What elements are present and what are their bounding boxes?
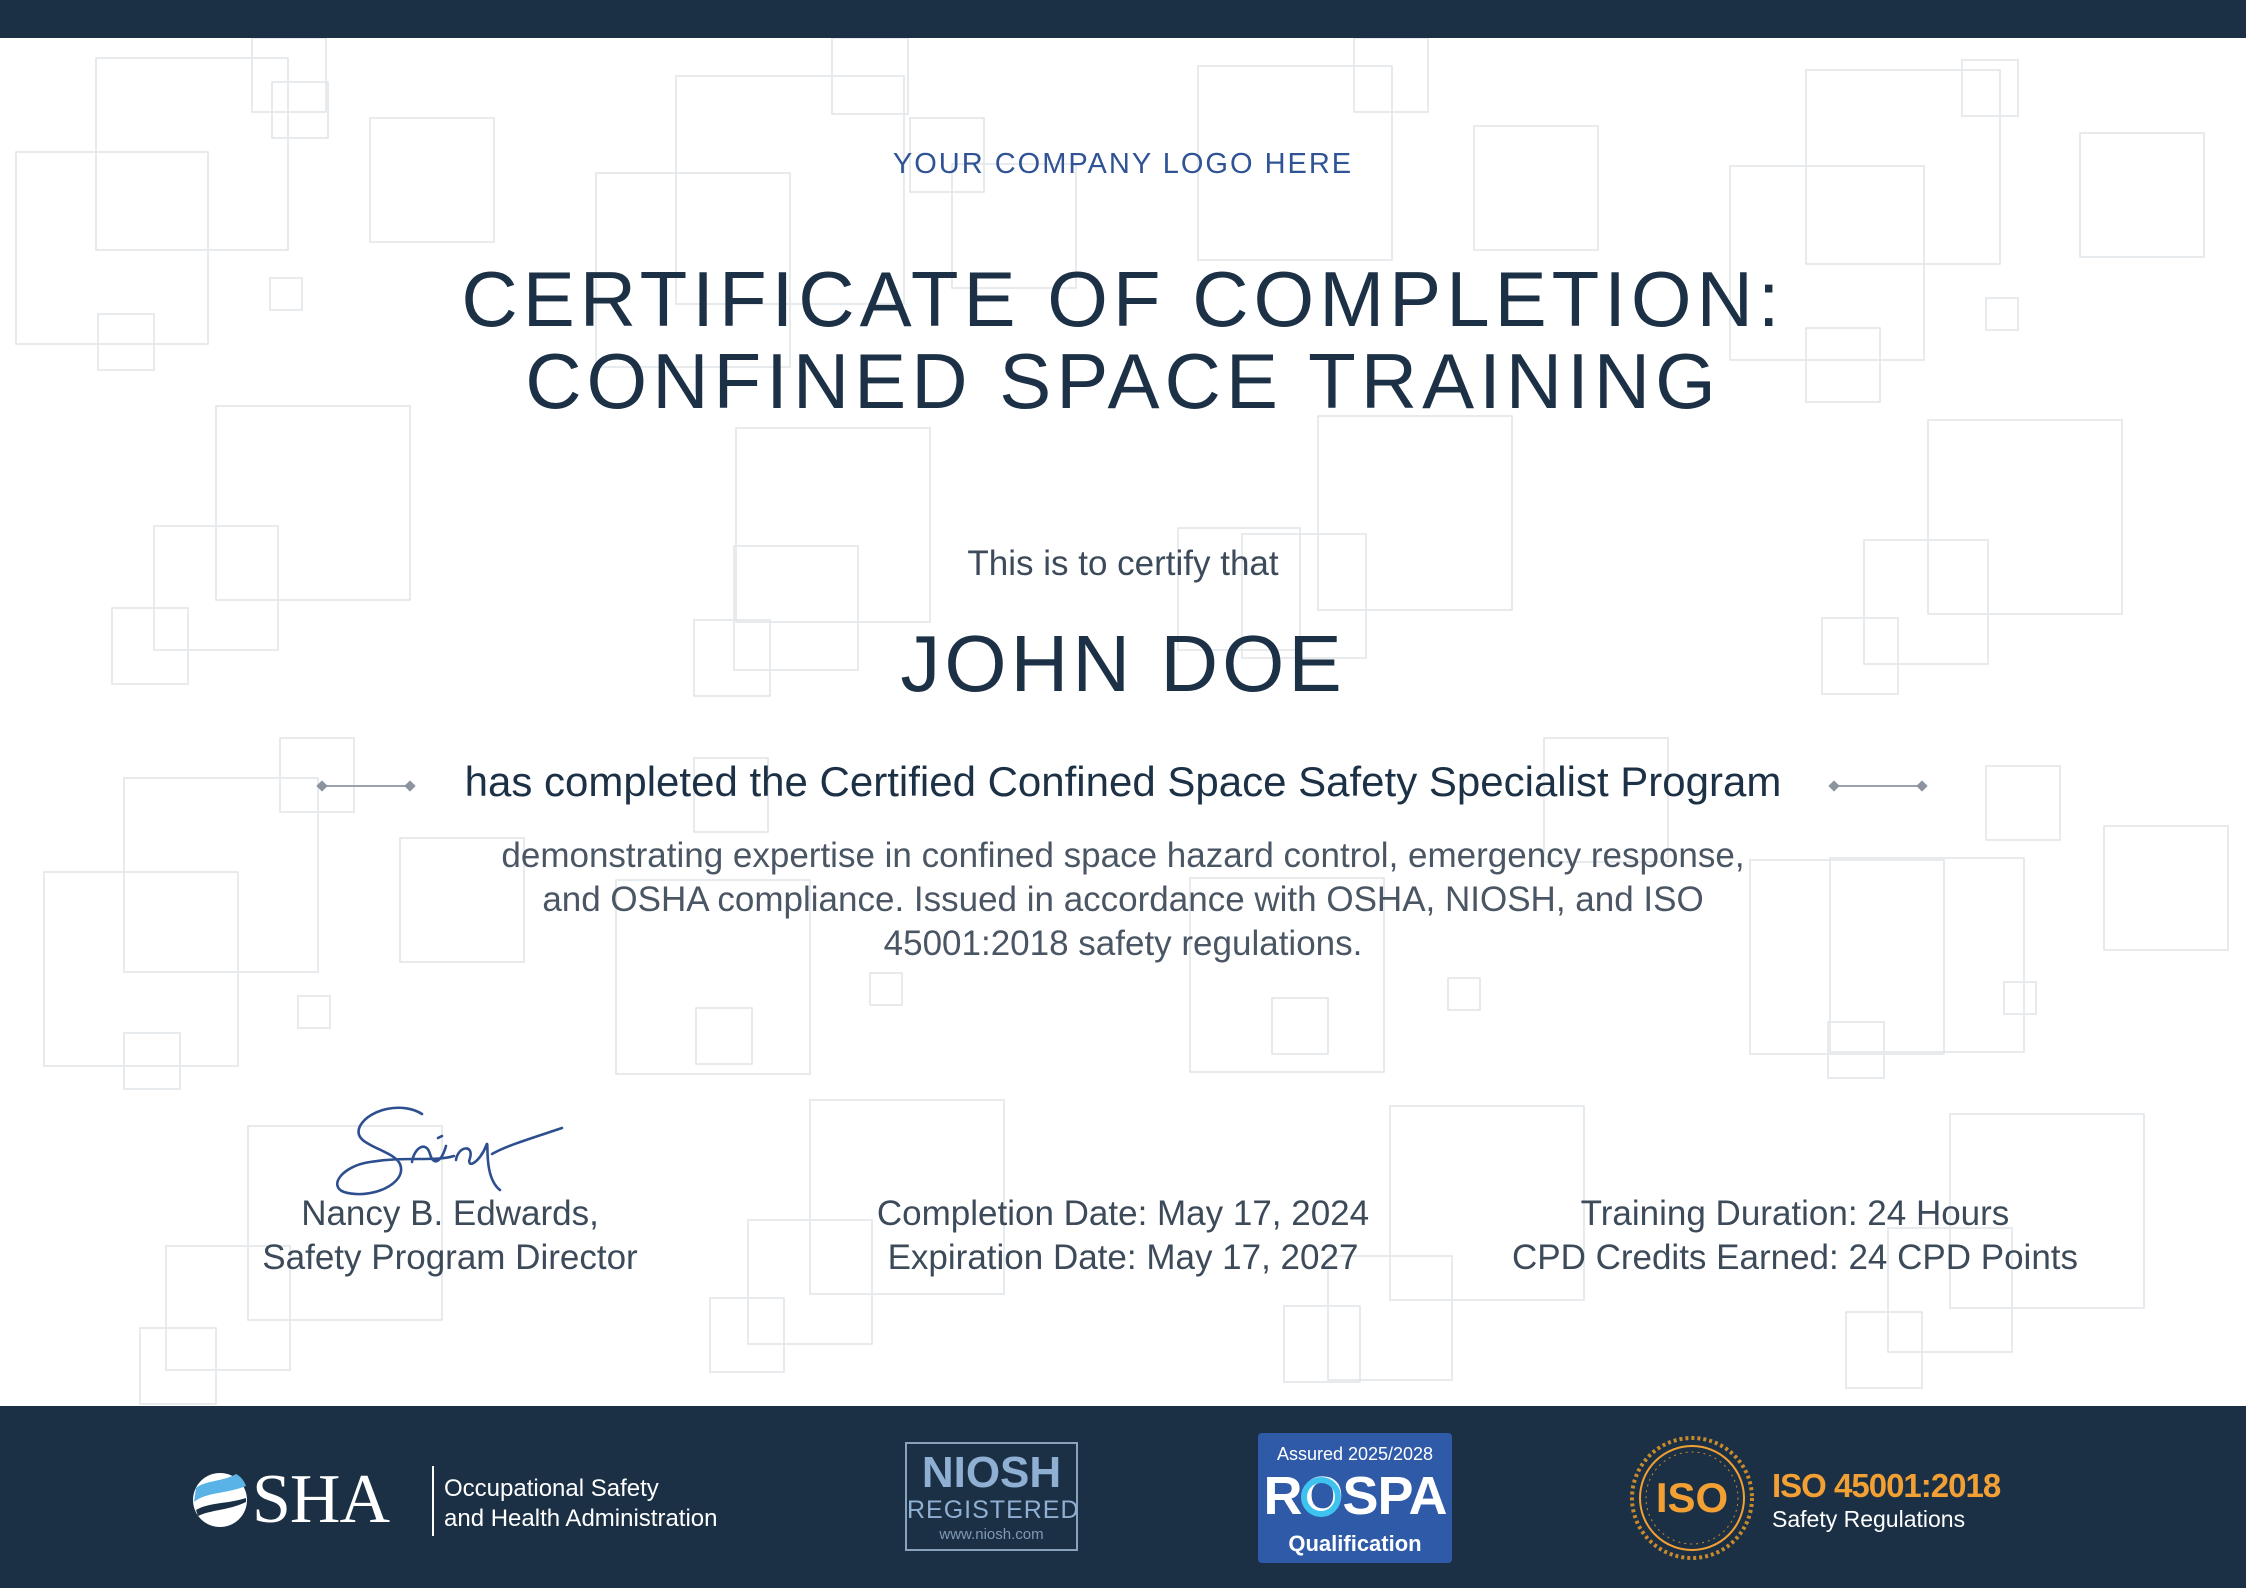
company-logo-placeholder: YOUR COMPANY LOGO HERE — [892, 148, 1354, 180]
osha-globe-icon — [192, 1472, 248, 1528]
ornament-right-icon — [1830, 784, 1926, 788]
program-text: has completed the Certified Confined Space Safety Specialist Program — [464, 758, 1782, 805]
background-square — [252, 38, 326, 112]
rospa-ring-icon — [1301, 1477, 1341, 1517]
background-square — [1928, 420, 2122, 614]
program-row — [0, 758, 2246, 814]
osha-full-name — [444, 1474, 718, 1534]
niosh-badge — [905, 1442, 1078, 1551]
niosh-title: NIOSH — [921, 1448, 1062, 1497]
osha-logo — [192, 1458, 752, 1540]
iso-seal-text: ISO — [1655, 1474, 1729, 1521]
training-block — [1470, 1192, 2120, 1280]
background-square — [1962, 60, 2018, 116]
background-square — [1830, 858, 2024, 1052]
certify-text: This is to certify that — [967, 544, 1279, 583]
background-square — [1750, 860, 1944, 1054]
background-square — [1846, 1312, 1922, 1388]
signer-role: Safety Program Director — [262, 1238, 638, 1277]
iso-seal-icon — [1628, 1434, 1756, 1562]
description-line-3: 45001:2018 safety regulations. — [883, 924, 1363, 963]
niosh-registered: REGISTERED — [907, 1496, 1080, 1524]
background-square — [2104, 826, 2228, 950]
cpd-credits: CPD Credits Earned: 24 CPD Points — [1511, 1238, 2079, 1277]
expiration-date: Expiration Date: May 17, 2027 — [887, 1238, 1359, 1277]
program-description — [480, 834, 1766, 966]
osha-wordmark: SHA — [252, 1461, 390, 1538]
background-square — [736, 428, 930, 622]
background-square — [1828, 1022, 1884, 1078]
rospa-name: ROSPA — [1263, 1466, 1447, 1526]
background-square — [2004, 982, 2036, 1014]
background-square — [298, 996, 330, 1028]
background-square — [1284, 1306, 1360, 1382]
osha-divider — [432, 1466, 434, 1536]
rospa-assured: Assured 2025/2028 — [1276, 1444, 1434, 1464]
recipient-name: JOHN DOE — [900, 619, 1346, 708]
title-line-2: CONFINED SPACE TRAINING — [525, 337, 1721, 425]
footer-accreditation-bar — [0, 1406, 2246, 1588]
certificate-title — [0, 255, 2246, 425]
iso-badge — [1628, 1434, 2028, 1564]
description-line-1: demonstrating expertise in confined space hazard control, emergency response, — [501, 836, 1745, 875]
rospa-badge — [1258, 1433, 1452, 1563]
background-square — [1448, 978, 1480, 1010]
dates-block — [798, 1192, 1448, 1280]
niosh-url: www.niosh.com — [939, 1526, 1044, 1543]
iso-subtitle: Safety Regulations — [1772, 1506, 1966, 1532]
background-square — [870, 973, 902, 1005]
background-square — [696, 1008, 752, 1064]
osha-name-line-2: and Health Administration — [444, 1505, 718, 1532]
rospa-qualification: Qualification — [1288, 1531, 1422, 1556]
background-square — [44, 872, 238, 1066]
top-bar — [0, 0, 2246, 38]
signer-block — [175, 1192, 725, 1280]
iso-standard: ISO 45001:2018 — [1772, 1467, 2001, 1504]
title-line-1: CERTIFICATE OF COMPLETION: — [461, 255, 1785, 343]
training-duration: Training Duration: 24 Hours — [1580, 1194, 2010, 1233]
signer-name: Nancy B. Edwards, — [301, 1194, 599, 1233]
background-square — [1474, 126, 1598, 250]
background-square — [140, 1328, 216, 1404]
completion-date: Completion Date: May 17, 2024 — [876, 1194, 1370, 1233]
background-square — [1272, 998, 1328, 1054]
description-line-2: and OSHA compliance. Issued in accordance with OSHA, NIOSH, and ISO — [542, 880, 1704, 919]
background-square — [710, 1298, 784, 1372]
osha-name-line-1: Occupational Safety — [444, 1475, 659, 1502]
background-square — [1354, 38, 1428, 112]
background-square — [124, 1033, 180, 1089]
background-square — [272, 82, 328, 138]
